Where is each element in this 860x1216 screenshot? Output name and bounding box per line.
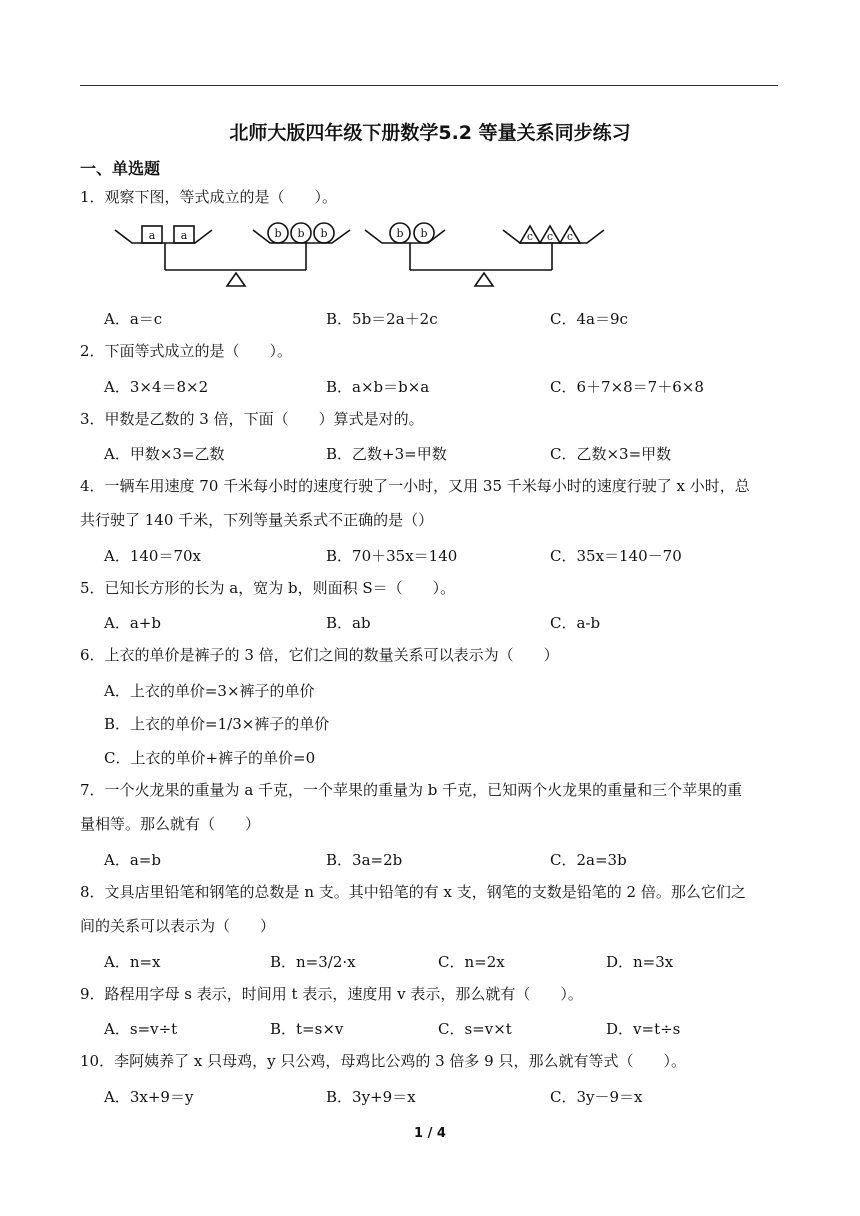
- option-a[interactable]: A．a＝c: [104, 310, 163, 328]
- weight-label: b: [320, 227, 328, 240]
- options-1: [104, 308, 784, 332]
- question-2: 2．下面等式成立的是（ ）。: [80, 342, 293, 360]
- weight-label: c: [546, 230, 554, 243]
- weight-label: b: [274, 227, 282, 240]
- option-c[interactable]: C．乙数×3=甲数: [550, 445, 672, 463]
- option-b[interactable]: B．3a=2b: [326, 851, 403, 869]
- option-b[interactable]: B．上衣的单价=1/3×裤子的单价: [104, 715, 330, 733]
- option-b[interactable]: B．乙数+3=甲数: [326, 445, 447, 463]
- option-c[interactable]: C．3y－9＝x: [550, 1088, 643, 1106]
- option-b[interactable]: B．ab: [326, 614, 371, 632]
- option-a[interactable]: A．a=b: [104, 851, 161, 869]
- question-7-line-1: 7．一个火龙果的重量为 a 千克，一个苹果的重量为 b 千克，已知两个火龙果的重量和三个苹果的重: [80, 781, 743, 799]
- option-a[interactable]: A．上衣的单价=3×裤子的单价: [104, 682, 315, 700]
- weight-label: b: [297, 227, 305, 240]
- question-10: 10．李阿姨养了 x 只母鸡，y 只公鸡，母鸡比公鸡的 3 倍多 9 只，那么就有等式（ ）。: [80, 1052, 686, 1070]
- option-d[interactable]: D．v=t÷s: [606, 1020, 681, 1038]
- option-a[interactable]: A．甲数×3=乙数: [104, 445, 225, 463]
- question-7-line-2: 量相等。那么就有（ ）: [80, 815, 261, 833]
- option-b[interactable]: B．n=3/2·x: [270, 953, 356, 971]
- option-c[interactable]: C．a-b: [550, 614, 601, 632]
- balance-scale-figure: [110, 218, 610, 292]
- options-10: [104, 1086, 784, 1110]
- question-1: 1．观察下图，等式成立的是（ ）。: [80, 188, 338, 206]
- option-a[interactable]: A．140＝70x: [104, 547, 202, 565]
- option-b[interactable]: B．t=s×v: [270, 1020, 344, 1038]
- options-9: [104, 1018, 784, 1042]
- option-c[interactable]: C．6＋7×8＝7＋6×8: [550, 378, 704, 396]
- option-c[interactable]: C．4a＝9c: [550, 310, 628, 328]
- weight-label: c: [566, 230, 574, 243]
- options-2: [104, 376, 784, 400]
- option-b[interactable]: B．3y+9＝x: [326, 1088, 416, 1106]
- option-a[interactable]: A．s=v÷t: [104, 1020, 178, 1038]
- option-a[interactable]: A．a+b: [104, 614, 161, 632]
- option-c[interactable]: C．s=v×t: [438, 1020, 512, 1038]
- option-a[interactable]: A．n=x: [104, 953, 161, 971]
- options-3: [104, 443, 784, 467]
- weight-label: a: [148, 229, 156, 242]
- option-a[interactable]: A．3×4＝8×2: [104, 378, 209, 396]
- options-4: [104, 545, 784, 569]
- option-b[interactable]: B．5b＝2a＋2c: [326, 310, 438, 328]
- page-title: 北师大版四年级下册数学5.2 等量关系同步练习: [229, 122, 631, 144]
- question-5: 5．已知长方形的长为 a，宽为 b，则面积 S＝（ ）。: [80, 579, 456, 597]
- question-8-line-1: 8．文具店里铅笔和钢笔的总数是 n 支。其中铅笔的有 x 支，钢笔的支数是铅笔的 2 倍。那么它们之: [80, 883, 746, 901]
- question-6: 6．上衣的单价是裤子的 3 倍，它们之间的数量关系可以表示为（ ）: [80, 646, 559, 664]
- option-c[interactable]: C．2a=3b: [550, 851, 627, 869]
- weight-label: a: [180, 229, 188, 242]
- question-4-line-1: 4．一辆车用速度 70 千米每小时的速度行驶了一小时，又用 35 千米每小时的速度行驶了 x 小时，总: [80, 477, 750, 495]
- weight-label: b: [420, 227, 428, 240]
- options-8: [104, 951, 784, 975]
- option-c[interactable]: C．上衣的单价+裤子的单价=0: [104, 749, 316, 767]
- options-5: [104, 612, 784, 636]
- weight-label: b: [396, 227, 404, 240]
- question-4-line-2: 共行驶了 140 千米，下列等量关系式不正确的是（）: [80, 511, 434, 529]
- options-7: [104, 849, 784, 873]
- option-d[interactable]: D．n=3x: [606, 953, 674, 971]
- option-a[interactable]: A．3x+9＝y: [104, 1088, 194, 1106]
- option-b[interactable]: B．70＋35x＝140: [326, 547, 458, 565]
- page-number: 1 / 4: [414, 1126, 446, 1141]
- section-heading: 一、单选题: [80, 159, 161, 178]
- option-b[interactable]: B．a×b＝b×a: [326, 378, 430, 396]
- option-c[interactable]: C．n=2x: [438, 953, 505, 971]
- question-9: 9．路程用字母 s 表示，时间用 t 表示，速度用 v 表示，那么就有（ ）。: [80, 985, 583, 1003]
- option-c[interactable]: C．35x＝140－70: [550, 547, 682, 565]
- question-8-line-2: 间的关系可以表示为（ ）: [80, 917, 276, 935]
- weight-label: c: [526, 230, 534, 243]
- header-rule: [80, 85, 778, 86]
- question-3: 3．甲数是乙数的 3 倍，下面（ ）算式是对的。: [80, 410, 424, 428]
